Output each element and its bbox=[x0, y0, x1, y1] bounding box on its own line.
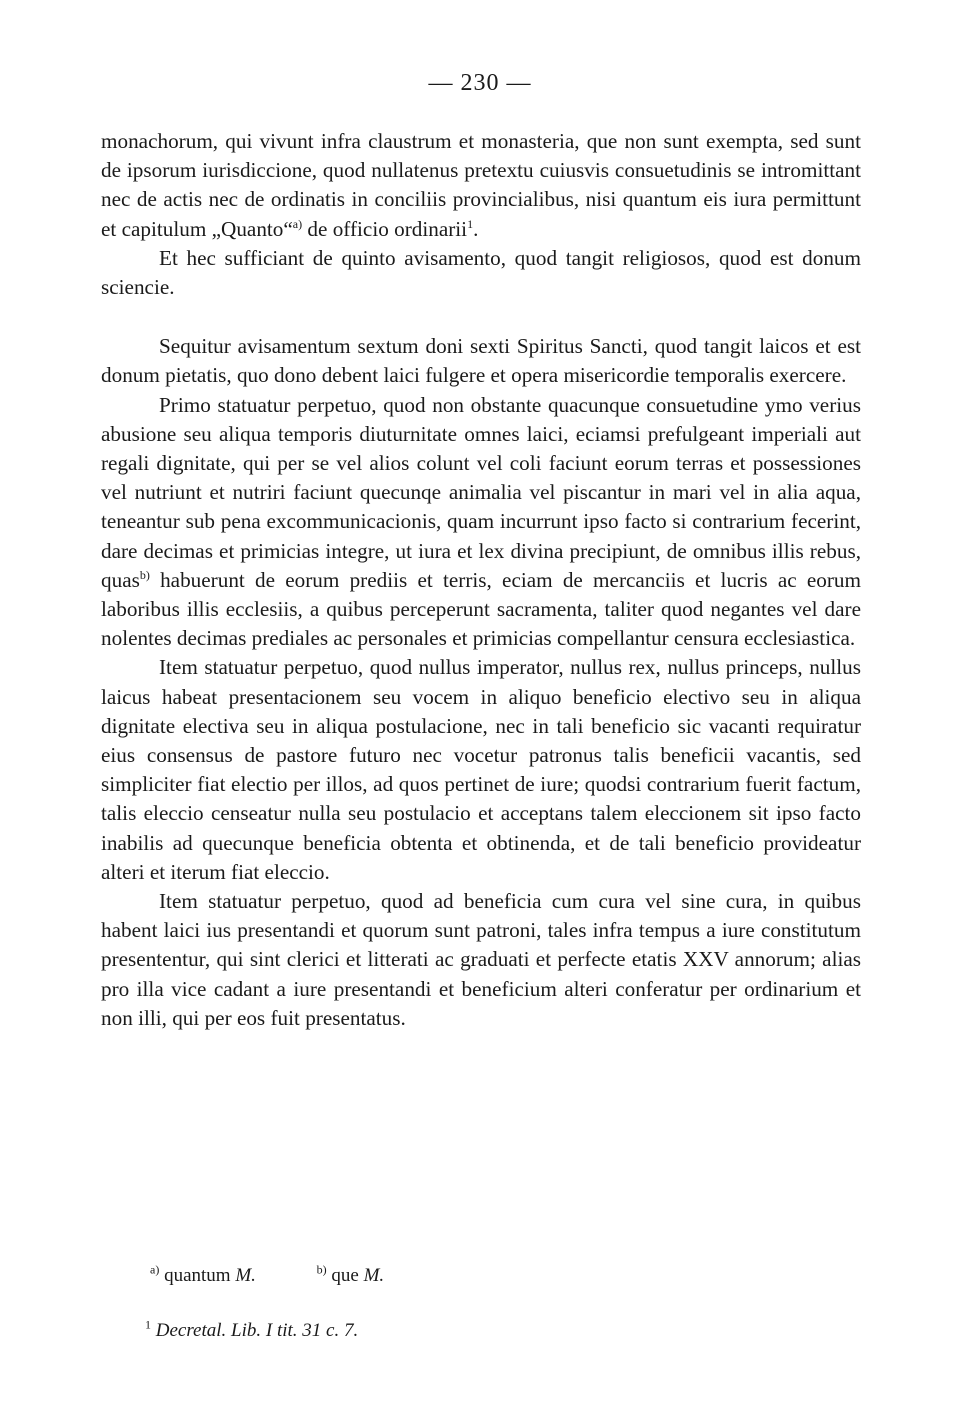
paragraph-1-tail: de officio ordinarii bbox=[307, 216, 468, 241]
variant-note-a bbox=[150, 1262, 256, 1287]
paragraph-5: Item statuatur perpetuo, quod nullus imperator, nullus rex, nullus princeps, nullus laicus habeat presentacionem seu vocem in aliquo beneficio electivo seu in aliqua dignitate electiva seu in aliqua postulacione, nec in tali beneficio sic vacanti requiratur eius consensus de pastore futuro nec vocetur patronus talis beneficii vacantis, sed simpliciter fiat electio per illos, ad quos pertinet de iure; quodsi contrarium fuerit factum, talis eleccio censeatur nulla seu postulacio et acceptans talem eleccionem sit ipso facto inabilis ad quecunque beneficia obtenta et obtinenda, et de tali beneficio provideatur alteri et iterum fiat eleccio. bbox=[101, 655, 861, 884]
variant-notes bbox=[150, 1262, 850, 1287]
footnote-ref-b: b) bbox=[139, 567, 150, 582]
page-number: — 230 — bbox=[428, 70, 532, 96]
paragraph-1-text: monachorum, qui vivunt infra claustrum et monasteria, que non sunt exempta, sed sunt de ipsorum iurisdiccione, quod nullatenus pretextu cuiusvis consuetudinis se intromittant nec de actis nec de ordinatis in conciliis provincialibus, nisi quantum eis iura permittunt et capitulum „Quanto“ bbox=[101, 129, 861, 241]
paragraph-4-tail: habuerunt de eorum prediis et terris, eciam de mercanciis et lucris ac eorum laboribus illis ecclesiis, a quibus perceperunt sacramenta, taliter quod negantes vel dare nolentes decimas prediales ac personales et primicias compellantur censura ecclesiastica. bbox=[101, 567, 862, 651]
footnote-ref-1: 1 bbox=[467, 216, 474, 231]
variant-note-a-mark: a) bbox=[150, 1262, 160, 1277]
source-note-text: Decretal. Lib. I tit. 31 c. 7. bbox=[155, 1320, 359, 1341]
paragraph-4-text: Primo statuatur perpetuo, quod non obstante quacunque consuetudine ymo verius abusione seu aliqua temporis diuturnitate omnes laici, eciamsi prefulgeant imperiali aut regali dignitate, qui per se vel alios colunt vel coli faciunt eorum terras et possessiones vel nutriunt et nutriri faciunt quecunqe animalia vel piscantur in mari vel in alia aqua, teneantur sub pena excommunicacionis, quam incurrunt ipso facto si contrarium fecerint, dare decimas et primicias integre, ut iura et lex divina precipiunt, de omnibus illis rebus, quas bbox=[101, 392, 861, 592]
paragraph-6: Item statuatur perpetuo, quod ad beneficia cum cura vel sine cura, in quibus habent laici ius presentandi et quorum sunt patroni, tales infra tempus a iure constitutum presententur, qui sint clerici et litterati ac graduati et perfecte etatis XXV annorum; alias pro illa vice cadant a iure presentandi et beneficium alteri conferatur per ordinarium et non illi, qui per eos fuit presentatus. bbox=[101, 889, 861, 1030]
source-note bbox=[145, 1317, 845, 1342]
body-text bbox=[101, 127, 861, 1033]
paragraph-3: Sequitur avisamentum sextum doni sexti Spiritus Sancti, quod tangit laicos et est donum pietatis, quo dono debent laici fulgere et opera misericordie temporalis exercere. bbox=[101, 334, 861, 388]
variant-note-a-source: M. bbox=[235, 1265, 256, 1286]
variant-note-b-text: que bbox=[331, 1265, 359, 1286]
variant-note-b-mark: b) bbox=[316, 1262, 327, 1277]
paragraph-1: monachorum, qui vivunt infra claustrum et monasteria, que non sunt exempta, sed sunt de ipsorum iurisdiccione, quod nullatenus pretextu cuiusvis consuetudinis se intromittant nec de actis nec de ordinatis in conciliis provincialibus, nisi quantum eis iura permittunt et capitulum „Quanto“$^{a)}$ de officio ordinarii$^1$. bbox=[101, 129, 861, 241]
source-note-mark: 1 bbox=[145, 1317, 151, 1332]
variant-note-a-text: quantum bbox=[164, 1265, 231, 1286]
footnote-ref-a: a) bbox=[292, 216, 303, 231]
variant-note-b-source: M. bbox=[363, 1265, 385, 1286]
variant-note-b bbox=[316, 1262, 385, 1287]
paragraph-4 bbox=[101, 391, 861, 654]
paragraph-2: Et hec sufficiant de quinto avisamento, quod tangit religiosos, quod est donum sciencie. bbox=[101, 245, 861, 300]
